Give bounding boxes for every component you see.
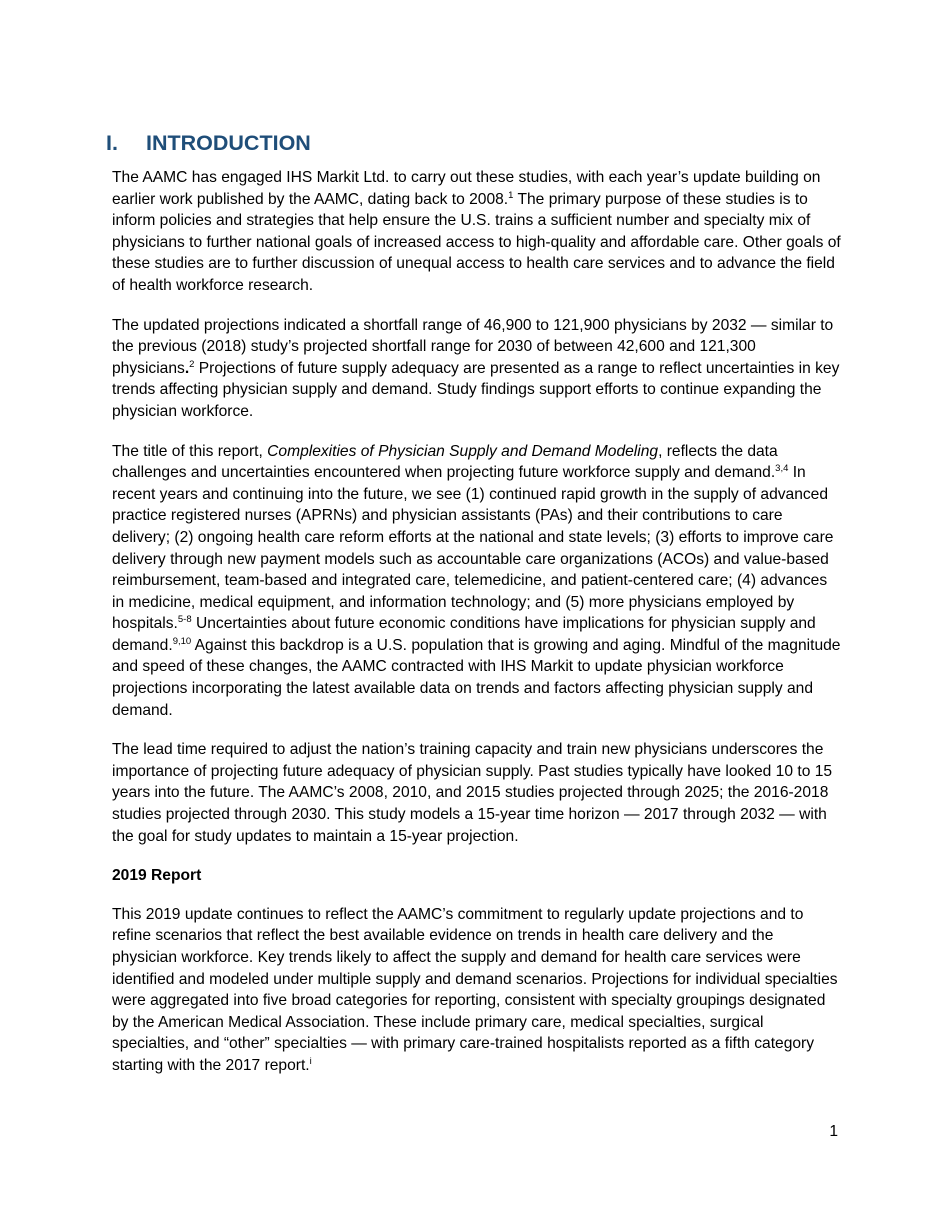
p3-text-2: , reflects the data challenges and uncertainties encountered when projecting future workforce supply and demand. [112, 442, 778, 482]
p1-text-2: The primary purpose of these studies is to inform policies and strategies that help ensure the U.S. trains a sufficient number and specialty mix of physicians to further national goals of increased access to high-quality and affordable care. Other goals of these studies are to further discussion of unequal access to health care services and to advance the field of health workforce research. [112, 190, 841, 294]
section-heading [106, 128, 311, 158]
document-body [112, 167, 842, 1095]
footnote-ref-9-10: 9,10 [172, 635, 192, 647]
paragraph-shortfall-range [112, 315, 842, 423]
p2-text-2: Projections of future supply adequacy are presented as a range to reflect uncertainties in key trends affecting physician supply and demand. Study findings support efforts to continue expanding the physician workforce. [112, 359, 840, 420]
footnote-ref-2: 2 [189, 358, 195, 370]
p2-text-1: The updated projections indicated a shortfall range of 46,900 to 121,900 physicians by 2032 — similar to the previous (2018) study’s projected shortfall range for 2030 of between 42,600 and 121,300 physicians [112, 316, 834, 377]
report-title-italic: Complexities of Physician Supply and Demand Modeling [267, 442, 659, 460]
footnote-ref-5-8: 5-8 [177, 614, 192, 626]
footnote-ref-1: 1 [508, 189, 514, 201]
paragraph-report-title [112, 441, 842, 722]
p3-text-3: In recent years and continuing into the future, we see (1) continued rapid growth in the supply of advanced practice registered nurses (APRNs) and physician assistants (PAs) and their contributions to care delivery; (2) ongoing health care reform efforts at the national and state levels; (3) efforts to improve care delivery through new payment models such as accountable care organizations (ACOs) and value-based reimbursement, team-based and integrated care, telemedicine, and patient-centered care; (4) advances in medicine, medical equipment, and information technology; and (5) more physicians employed by hospitals. [112, 464, 834, 633]
p1-text-1: The AAMC has engaged IHS Markit Ltd. to carry out these studies, with each year’s update building on earlier work published by the AAMC, dating back to 2008. [112, 169, 821, 208]
paragraph-lead-time: The lead time required to adjust the nation’s training capacity and train new physicians underscores the importance of projecting future adequacy of physician supply. Past studies typically have looked 10 to 15 years into the future. The AAMC’s 2008, 2010, and 2015 studies projected through 2025; the 2016-2018 studies projected through 2030. This study models a 15-year time horizon — 2017 through 2032 — with the goal for study updates to maintain a 15-year projection. [112, 741, 833, 845]
endnote-ref-i: i [309, 1055, 312, 1067]
section-number: I. [106, 131, 118, 155]
p2-bold-period: . [184, 359, 190, 377]
p5-text-1: This 2019 update continues to reflect the AAMC’s commitment to regularly update projections and to refine scenarios that reflect the best available evidence on trends in health care delivery and the physician workforce. Key trends likely to affect the supply and demand for health care services were identified and modeled under multiple supply and demand scenarios. Projections for individual specialties were aggregated into five broad categories for reporting, consistent with specialty groupings designated by the American Medical Association. These include primary care, medical specialties, surgical specialties, and “other” specialties — with primary care-trained hospitalists reported as a fifth category starting with the 2017 report. [112, 905, 838, 1074]
section-title: INTRODUCTION [146, 131, 311, 155]
p3-text-5: Against this backdrop is a U.S. population that is growing and aging. Mindful of the magnitude and speed of these changes, the AAMC contracted with IHS Markit to update physician workforce projections incorporating the latest available data on trends and factors affecting physician supply and demand. [112, 636, 841, 719]
page-number: 1 [829, 1123, 838, 1140]
p3-text-1: The title of this report, [112, 442, 268, 460]
p3-text-4: Uncertainties about future economic conditions have implications for physician supply and demand. [112, 615, 816, 654]
footnote-ref-3-4: 3,4 [775, 463, 789, 475]
paragraph-2019-update [112, 904, 842, 1077]
paragraph-aamc-engagement [112, 167, 842, 297]
subheading-2019-report: 2019 Report [112, 867, 202, 885]
